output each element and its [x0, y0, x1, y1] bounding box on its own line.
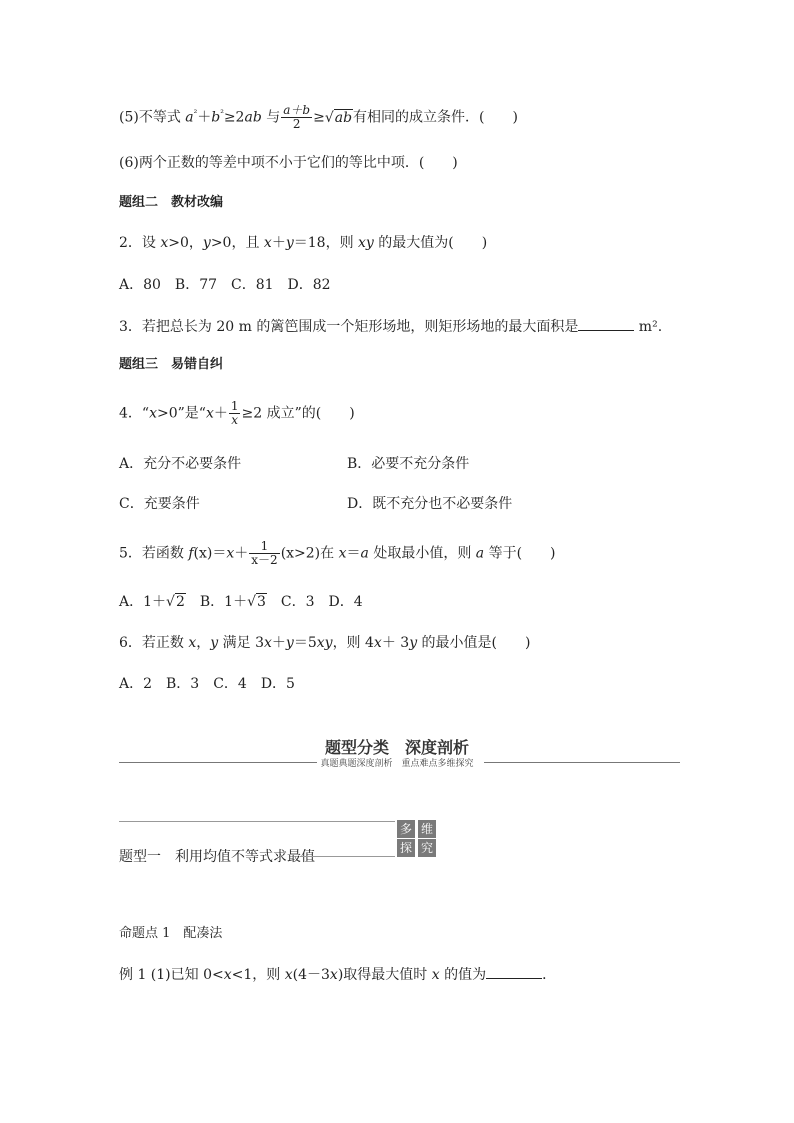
fraction-a-plus-b-over-2: $\frac{a+b}{2}$: [283, 103, 311, 131]
sqrt-ab: √ab: [324, 109, 353, 126]
tag-duo: 多: [397, 820, 415, 838]
problem-4-option-d: D．既不充分也不必要条件: [347, 496, 513, 512]
tag-jiu: 究: [418, 839, 436, 857]
problem-2-options: A．80 B．77 C．81 D．82: [119, 277, 331, 293]
banner-divider-right: [484, 762, 680, 763]
problem-5: 5．若函数 f(x)＝x＋ $\frac{1}{x-2}$ (x>2)在 x＝a 处取最小值，则 a 等于( ): [119, 539, 556, 567]
section-banner-title: 题型分类 深度剖析: [324, 738, 469, 757]
problem-4-option-c: C．充要条件: [119, 496, 200, 512]
fraction-1-over-x: $\frac{1}{x}$: [230, 399, 239, 427]
problem-4: 4．“x>0”是“x＋ $\frac{1}{x}$ ≥2 成立”的( ): [119, 399, 355, 427]
answer-blank[interactable]: [578, 316, 634, 331]
fraction-1-over-x-minus-2: $\frac{1}{x-2}$: [251, 539, 278, 567]
example-answer-blank[interactable]: [486, 964, 542, 979]
statement-6: (6)两个正数的等差中项不小于它们的等比中项．( ): [119, 155, 458, 171]
statement-5: (5)不等式 $a^{^2}+b^{^2}\ge 2ab$ 与 $\frac{a+b}{2}$ ≥√ab有相同的成立条件．( ): [119, 103, 518, 131]
problem-2: 2．设 x>0，y>0，且 x＋y＝18，则 xy 的最大值为( ): [119, 235, 488, 251]
group-3-heading: 题组三 易错自纠: [119, 357, 224, 372]
problem-4-option-a: A．充分不必要条件: [119, 456, 242, 472]
sqrt-3: √3: [247, 594, 266, 610]
problem-3: 3．若把总长为 20 m 的篱笆围成一个矩形场地，则矩形场地的最大面积是 m².: [119, 316, 662, 336]
section-banner-subtitle: 真题典题深度剖析 重点难点多维探究: [320, 759, 474, 769]
sqrt-2: √2: [166, 594, 185, 610]
group-2-heading: 题组二 教材改编: [119, 195, 224, 210]
tag-tan: 探: [397, 839, 415, 857]
problem-6: 6．若正数 x，y 满足 3x＋y＝5xy，则 4x＋ 3y 的最小值是( ): [119, 635, 531, 651]
type-header-underline: [300, 856, 395, 857]
proposition-point-1: 命题点 1 配凑法: [119, 926, 223, 941]
example-1: 例 1 (1)已知 0<x<1，则 x(4－3x)取得最大值时 x 的值为 ．: [119, 964, 556, 984]
problem-5-options: A．1＋√2 B．1＋√3 C．3 D．4: [119, 594, 363, 610]
type-1-heading: 题型一 利用均值不等式求最值: [119, 849, 315, 865]
problem-4-option-b: B．必要不充分条件: [347, 456, 470, 472]
tag-wei: 维: [418, 820, 436, 838]
problem-6-options: A．2 B．3 C．4 D．5: [119, 676, 295, 692]
